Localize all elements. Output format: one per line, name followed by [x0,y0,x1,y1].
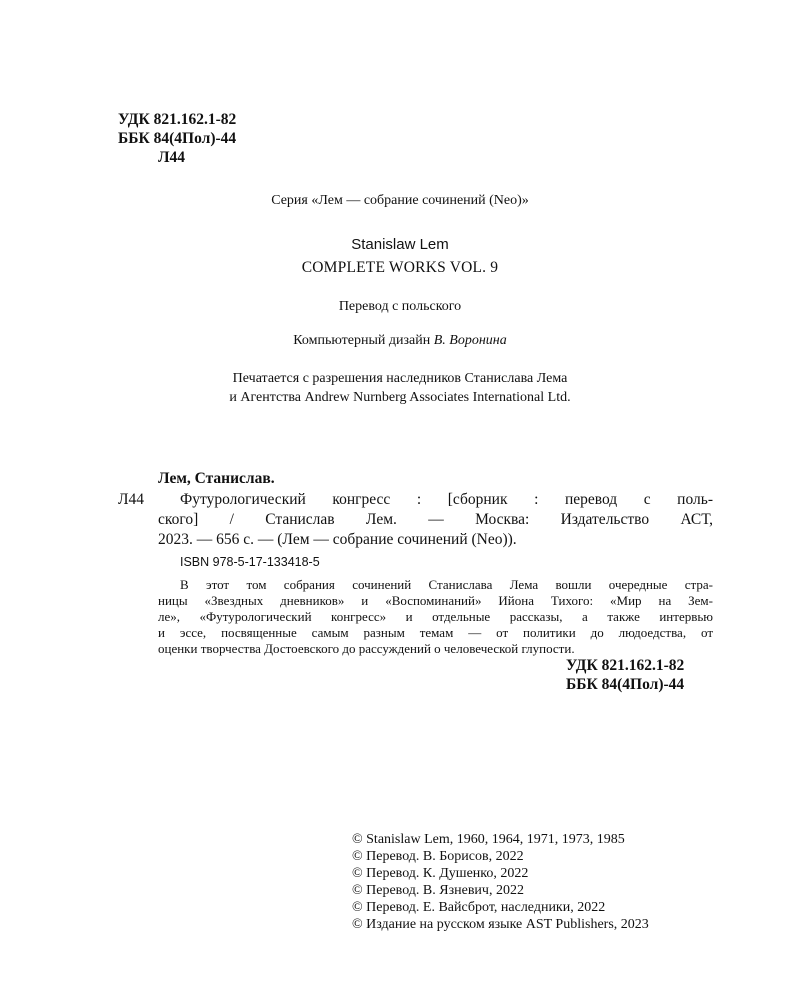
translation-note: Перевод с польского [338,299,462,314]
permission-line-2: и Агентства Andrew Nurnberg Associates International Ltd. [229,390,571,405]
design-name: В. Воронина [433,333,507,348]
annotation-line-5: оценки творчества Достоевского до рассуждений о человеческой глупости. [158,641,575,656]
udk-bottom: УДК 821.162.1-82 [566,657,685,674]
annotation-line-4: и эссе, посвященные самым разным темам — от политики до людоедства, от [158,625,713,640]
copyright-line-4: © Перевод. В. Язневич, 2022 [352,883,524,898]
original-title: COMPLETE WORKS VOL. 9 [301,259,499,276]
design-credit [0,332,800,350]
bbk-bottom: ББК 84(4Пол)-44 [566,676,685,693]
design-label: Компьютерный дизайн [293,333,431,348]
catalog-author-heading: Лем, Станислав. [158,470,275,487]
copyright-line-5: © Перевод. Е. Вайсброт, наследники, 2022 [352,900,606,915]
annotation-line-1: В этот том собрания сочинений Станислава Лема вошли очередные стра- [180,577,713,592]
catalog-entry-line-3: 2023. — 656 с. — (Лем — собрание сочинений (Neo)). [158,531,517,548]
permission-line-1: Печатается с разрешения наследников Станислава Лема [232,371,568,386]
copyright-line-3: © Перевод. К. Душенко, 2022 [352,866,529,881]
annotation-line-2: ницы «Звездных дневников» и «Воспоминаний» Ийона Тихого: «Мир на Зем- [158,593,713,608]
author-mark-top: Л44 [158,149,186,166]
annotation-line-3: ле», «Футурологический конгресс» и отдельные рассказы, а также интервью [158,609,713,624]
catalog-entry-line-2: ского] / Станислав Лем. — Москва: Издательство АСТ, [158,511,713,528]
copyright-line-6: © Издание на русском языке AST Publishers, 2023 [352,917,649,932]
original-author: Stanislaw Lem [351,236,449,253]
copyright-line-1: © Stanislaw Lem, 1960, 1964, 1971, 1973, 1985 [352,832,625,847]
catalog-entry-line-1: Футурологический конгресс : [сборник : перевод с поль- [180,491,713,508]
copyright-line-2: © Перевод. В. Борисов, 2022 [352,849,524,864]
series-line: Серия «Лем — собрание сочинений (Neo)» [271,193,529,208]
udk-top: УДК 821.162.1-82 [118,111,237,128]
bbk-top: ББК 84(4Пол)-44 [118,130,237,147]
catalog-mark: Л44 [118,491,145,508]
isbn: ISBN 978-5-17-133418-5 [180,555,320,569]
